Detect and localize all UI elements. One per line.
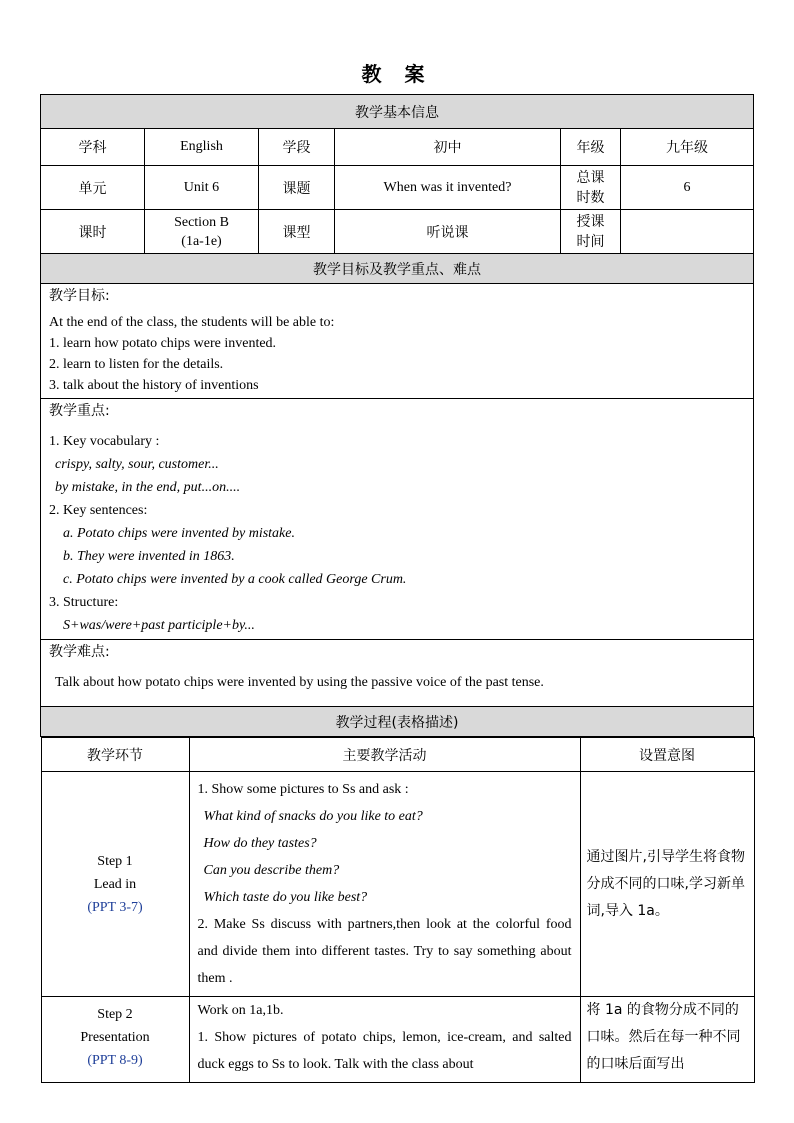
goal-item: 2. learn to listen for the details. (49, 357, 224, 372)
activity-line: Work on 1a,1b. (197, 1003, 284, 1018)
step-number: Step 2 (97, 1007, 133, 1022)
key-sentence: c. Potato chips were invented by a cook called George Crum. (63, 572, 407, 587)
period-label: 课时 (41, 210, 145, 254)
process-table (41, 737, 755, 1083)
activity-line: 1. Show pictures of potato chips, lemon, ice-cream, and salted duck eggs to Ss to look. Talk with the class about (197, 1030, 572, 1072)
teaching-goals-block (41, 284, 754, 399)
lesson-plan-table (40, 94, 754, 1083)
total-hours-label (561, 166, 621, 210)
structure-title: 3. Structure: (49, 595, 119, 610)
goals-heading: 教学目标: (49, 288, 110, 304)
process-header-step: 教学环节 (41, 738, 189, 772)
period-value-line1: Section B (174, 214, 229, 230)
activity-line: 2. Make Ss discuss with partners,then look at the colorful food and divide them into different tastes. Try to say something about them . (197, 917, 572, 986)
grade-value: 九年级 (621, 129, 754, 166)
intent-cell: 将 1a 的食物分成不同的口味。然后在每一种不同的口味后面写出 (580, 997, 754, 1083)
subject-value: English (145, 129, 259, 166)
vocab-title: 1. Key vocabulary : (49, 434, 160, 449)
stage-value: 初中 (335, 129, 561, 166)
key-sentence: b. They were invented in 1863. (63, 549, 235, 564)
difficulty-heading: 教学难点: (49, 644, 110, 660)
section-header-process: 教学过程(表格描述) (41, 707, 754, 737)
section-header-goals: 教学目标及教学重点、难点 (41, 254, 754, 284)
activity-question: What kind of snacks do you like to eat? (203, 809, 423, 824)
activity-question: Which taste do you like best? (203, 890, 368, 905)
teaching-time-label (561, 210, 621, 254)
goal-item: 3. talk about the history of inventions (49, 378, 259, 393)
step-ppt-range: (PPT 3-7) (87, 899, 143, 915)
lesson-type-label: 课型 (259, 210, 335, 254)
step-number: Step 1 (97, 853, 133, 869)
stage-label: 学段 (259, 129, 335, 166)
activity-question: How do they tastes? (203, 836, 317, 851)
difficulty-block (41, 640, 754, 707)
process-header-intent: 设置意图 (580, 738, 754, 772)
section-header-basic-info: 教学基本信息 (41, 95, 754, 129)
activity-line: 1. Show some pictures to Ss and ask : (197, 782, 409, 797)
unit-value: Unit 6 (145, 166, 259, 210)
grade-label: 年级 (561, 129, 621, 166)
teaching-time-value (621, 210, 754, 254)
goal-item: 1. learn how potato chips were invented. (49, 336, 277, 351)
topic-value: When was it invented? (335, 166, 561, 210)
topic-label: 课题 (259, 166, 335, 210)
period-value-line2: (1a-1e) (181, 233, 222, 249)
intent-cell: 通过图片,引导学生将食物分成不同的口味,学习新单词,导入 1a。 (580, 772, 754, 997)
step-cell (41, 772, 189, 997)
total-hours-label-line1: 总课 (576, 169, 605, 186)
total-hours-label-line2: 时数 (576, 189, 605, 206)
key-sentence: a. Potato chips were invented by mistake. (63, 526, 295, 541)
keypoints-heading: 教学重点: (49, 403, 110, 419)
vocab-line: crispy, salty, sour, customer... (55, 457, 219, 472)
period-value (145, 210, 259, 254)
teaching-time-label-line1: 授课 (576, 213, 605, 230)
document-title: 教 案 (361, 62, 433, 86)
total-hours-value: 6 (621, 166, 754, 210)
key-points-block (41, 399, 754, 640)
subject-label: 学科 (41, 129, 145, 166)
structure-formula: S+was/were+past participle+by... (63, 618, 255, 633)
unit-label: 单元 (41, 166, 145, 210)
step-ppt-range: (PPT 8-9) (87, 1053, 143, 1068)
difficulty-text: Talk about how potato chips were invented by using the passive voice of the past tense. (55, 675, 544, 690)
activity-question: Can you describe them? (203, 863, 340, 878)
step-cell (41, 997, 189, 1083)
goals-intro: At the end of the class, the students will be able to: (49, 315, 335, 330)
step-phase: Lead in (93, 876, 137, 892)
teaching-time-label-line2: 时间 (576, 233, 605, 250)
lesson-type-value: 听说课 (335, 210, 561, 254)
sentences-title: 2. Key sentences: (49, 503, 148, 518)
vocab-line: by mistake, in the end, put...on.... (55, 480, 241, 495)
activity-cell (189, 997, 580, 1083)
activity-cell (189, 772, 580, 997)
process-header-activity: 主要教学活动 (189, 738, 580, 772)
step-phase: Presentation (80, 1030, 150, 1045)
